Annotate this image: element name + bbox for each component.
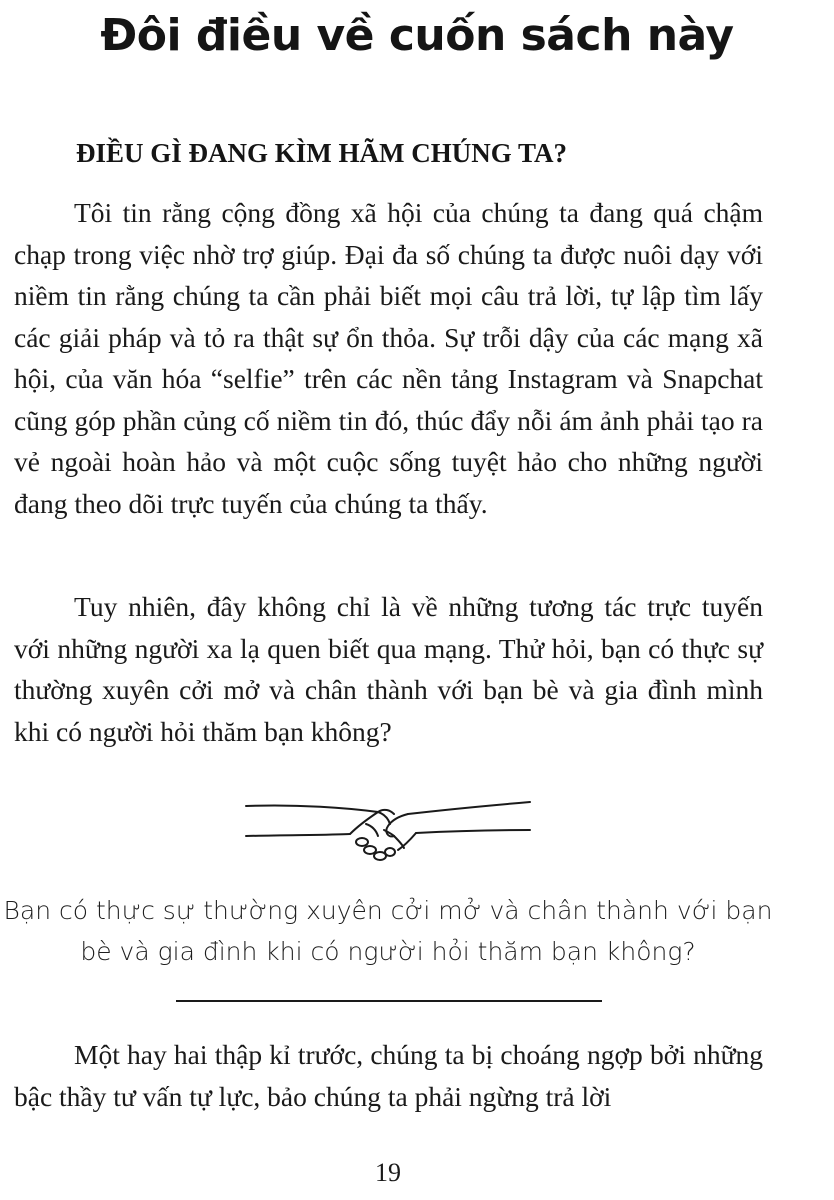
pull-quote-divider <box>176 1000 602 1002</box>
chapter-title: Đôi điều về cuốn sách này <box>100 10 734 61</box>
body-paragraph: Tuy nhiên, đây không chỉ là về những tương tác trực tuyến với những người xa lạ quen biết qua mạng. Thử hỏi, bạn có thực sự thường xuyên cởi mở và chân thành với bạn bè và gia đình mình khi có người hỏi thăm bạn không? <box>14 591 763 747</box>
handshake-illustration <box>238 790 538 870</box>
page-number: 19 <box>375 1158 401 1187</box>
body-paragraph: Một hay hai thập kỉ trước, chúng ta bị choáng ngợp bởi những bậc thầy tư vấn tự lực, bảo chúng ta phải ngừng trả lời <box>14 1039 763 1112</box>
section-heading: ĐIỀU GÌ ĐANG KÌM HÃM CHÚNG TA? <box>76 138 568 168</box>
body-paragraph: Tôi tin rằng cộng đồng xã hội của chúng ta đang quá chậm chạp trong việc nhờ trợ giúp. Đại đa số chúng ta được nuôi dạy với niềm tin rằng chúng ta cần phải biết mọi câu trả lời, tự lập tìm lấy các giải pháp và tỏ ra thật sự ổn thỏa. Sự trỗi dậy của các mạng xã hội, của văn hóa “selfie” trên các nền tảng Instagram và Snapchat cũng góp phần củng cố niềm tin đó, thúc đẩy nỗi ám ảnh phải tạo ra vẻ ngoài hoàn hảo và một cuộc sống tuyệt hảo cho những người đang theo dõi trực tuyến của chúng ta thấy. <box>14 197 763 519</box>
pull-quote: Bạn có thực sự thường xuyên cởi mở và chân thành với bạn bè và gia đình khi có người hỏi thăm bạn không? <box>3 896 773 966</box>
